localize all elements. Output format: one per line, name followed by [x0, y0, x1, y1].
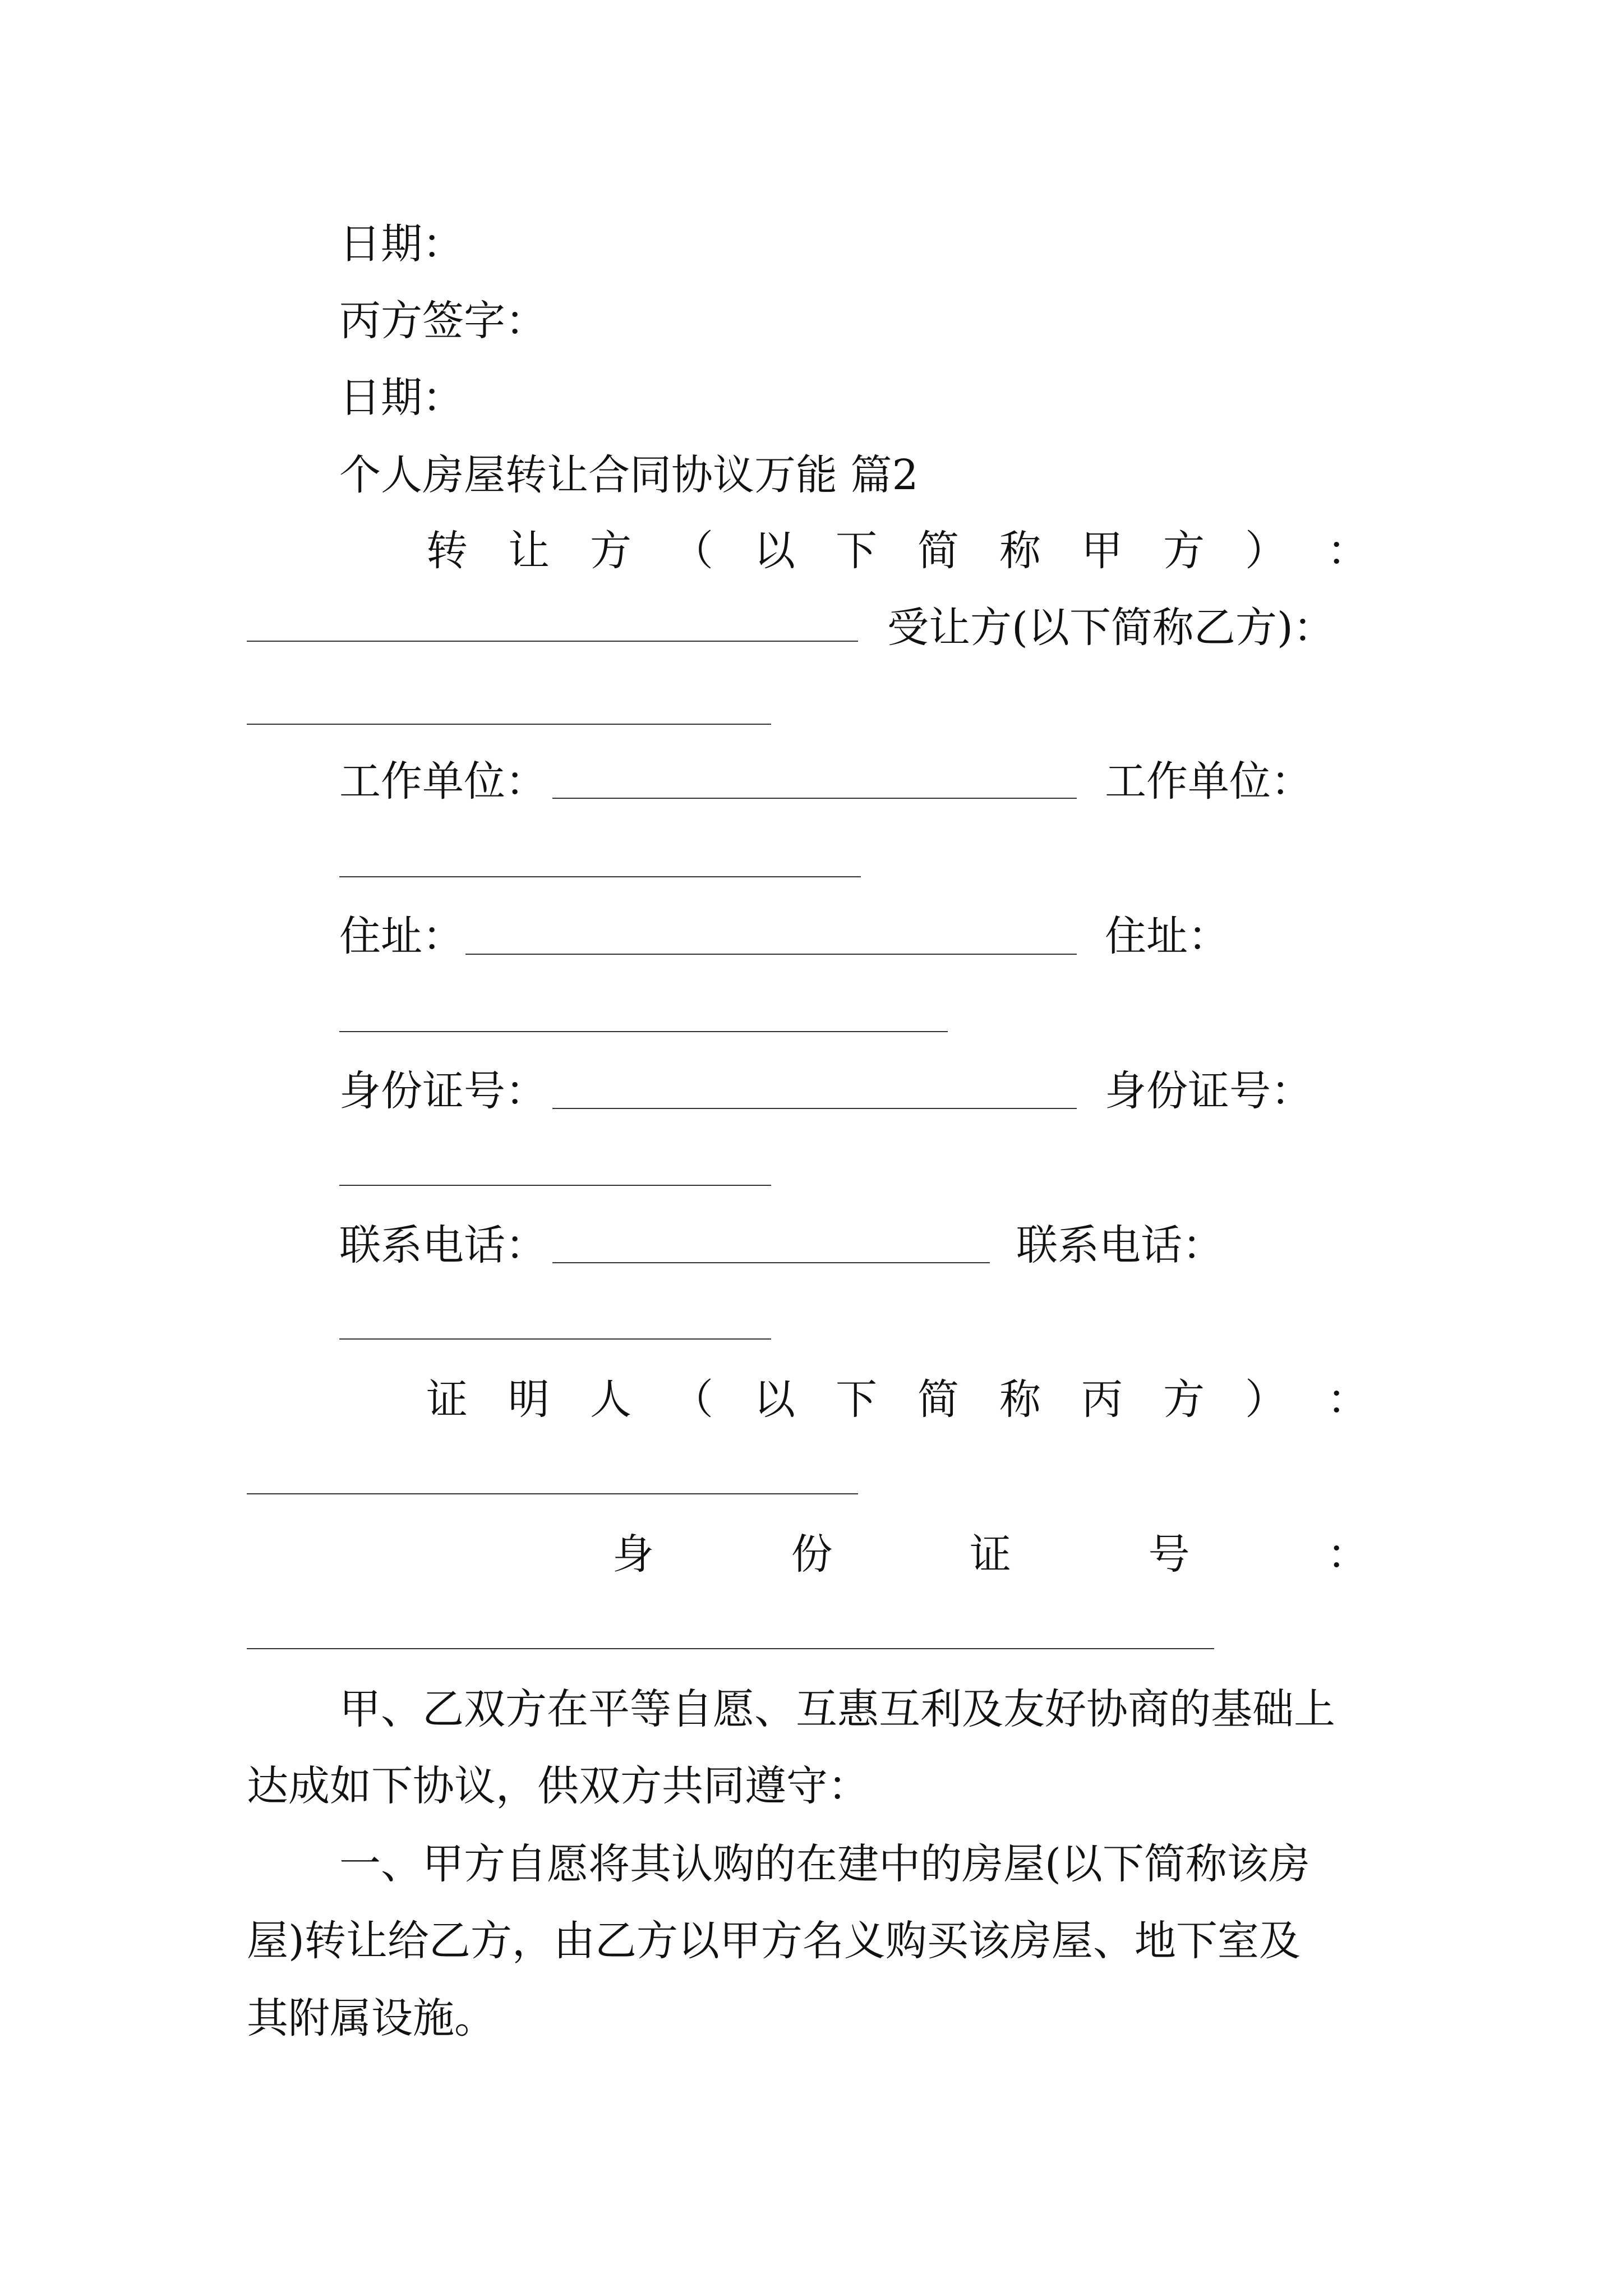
transferor-char: 简 — [917, 527, 959, 575]
transferor-char: 转 — [426, 527, 468, 575]
transferor-char: 方 — [590, 527, 631, 575]
transferor-label — [426, 527, 1368, 575]
witness-char: 称 — [999, 1375, 1041, 1424]
date-line-2: 日期： — [339, 374, 464, 422]
phone-label-a: 联系电话： — [339, 1221, 547, 1269]
date-line-1: 日期： — [339, 220, 464, 268]
transferor-char: 称 — [999, 527, 1041, 575]
transferor-blank — [247, 641, 858, 642]
witness-char: ： — [1327, 1375, 1368, 1424]
id-number-label-b: 身份证号： — [1105, 1067, 1312, 1115]
party-c-signature-line: 丙方签字： — [339, 297, 547, 345]
witness-char: 明 — [508, 1375, 550, 1424]
witness-label — [426, 1375, 1368, 1424]
transferor-char: 方 — [1163, 527, 1205, 575]
paragraph-2-line-1: 一、甲方自愿将其认购的在建中的房屋(以下简称该房 — [339, 1840, 1310, 1888]
work-unit-blank-a — [552, 798, 1077, 799]
witness-blank — [247, 1493, 858, 1494]
witness-id-char: ： — [1327, 1530, 1368, 1579]
paragraph-1-line-1: 甲、乙双方在平等自愿、互惠互利及友好协商的基础上 — [339, 1685, 1335, 1733]
witness-char: 人 — [590, 1375, 631, 1424]
witness-char: 方 — [1163, 1375, 1205, 1424]
witness-id-char: 号 — [1148, 1530, 1190, 1579]
transferor-char: ） — [1245, 527, 1287, 575]
work-unit-blank-b — [339, 876, 861, 877]
witness-id-char: 份 — [791, 1530, 833, 1579]
transferor-char: 让 — [508, 527, 550, 575]
witness-char: 以 — [754, 1375, 795, 1424]
witness-id-char: 证 — [970, 1530, 1011, 1579]
paragraph-1-line-2: 达成如下协议，供双方共同遵守： — [247, 1762, 869, 1810]
address-label-b: 住址： — [1105, 912, 1229, 960]
transferee-blank — [247, 724, 771, 725]
transferor-char: 以 — [754, 527, 795, 575]
witness-id-char: 身 — [612, 1530, 654, 1579]
id-number-blank-b — [339, 1185, 771, 1186]
transferor-char: ： — [1327, 527, 1368, 575]
address-label-a: 住址： — [339, 912, 464, 960]
witness-char: 简 — [917, 1375, 959, 1424]
paragraph-2-line-3: 其附属设施。 — [247, 1994, 496, 2042]
witness-char: 下 — [836, 1375, 877, 1424]
transferor-char: 下 — [836, 527, 877, 575]
witness-id-label — [612, 1530, 1368, 1579]
id-number-blank-a — [552, 1108, 1077, 1109]
id-number-label-a: 身份证号： — [339, 1067, 547, 1115]
address-blank-a — [465, 954, 1077, 955]
witness-char: 丙 — [1081, 1375, 1123, 1424]
work-unit-label-b: 工作单位： — [1105, 757, 1312, 806]
phone-blank-a — [552, 1262, 990, 1263]
phone-blank-b — [339, 1338, 771, 1340]
section-title: 个人房屋转让合同协议万能 篇2 — [339, 451, 919, 499]
witness-char: （ — [672, 1375, 713, 1424]
witness-char: ） — [1245, 1375, 1287, 1424]
paragraph-2-line-2: 屋)转让给乙方，由乙方以甲方名义购买该房屋、地下室及 — [247, 1917, 1301, 1965]
address-blank-b — [339, 1031, 948, 1032]
work-unit-label-a: 工作单位： — [339, 757, 547, 806]
transferor-char: （ — [672, 527, 713, 575]
witness-char: 证 — [426, 1375, 468, 1424]
transferor-char: 甲 — [1081, 527, 1123, 575]
phone-label-b: 联系电话： — [1016, 1221, 1224, 1269]
transferee-label: 受让方(以下简称乙方)： — [887, 604, 1335, 652]
witness-id-blank — [247, 1648, 1214, 1649]
